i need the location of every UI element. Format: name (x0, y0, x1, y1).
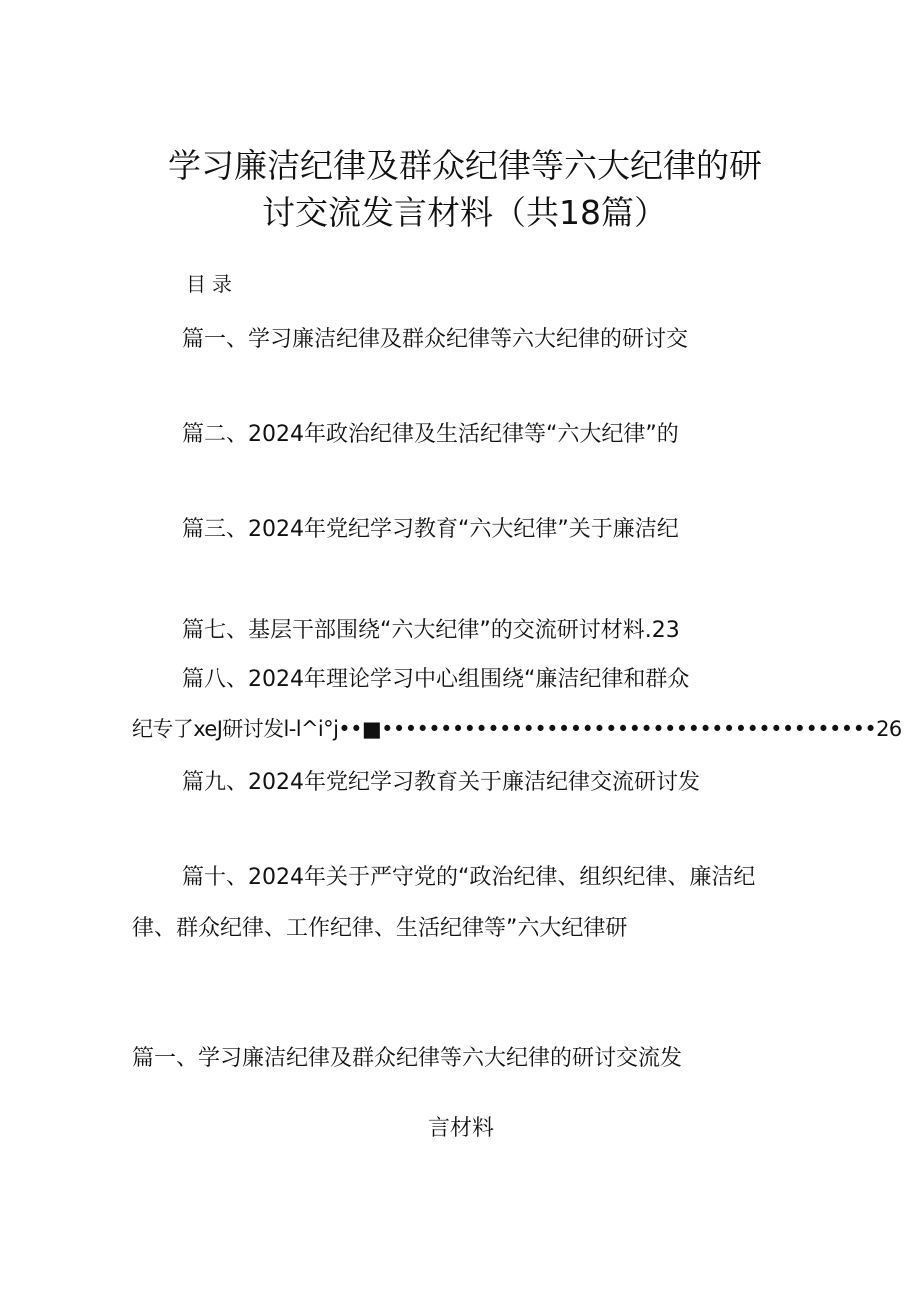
toc-line-2: 篇二、2024年政治纪律及生活纪律等“六大纪律”的 (182, 422, 679, 447)
toc-line-6: 纪专了xeJ研讨发l-l^i°j••■••••••••••••••••••••••••••••••••••••••••••26 (132, 717, 902, 741)
document-title-line-1: 学习廉洁纪律及群众纪律等六大纪律的研 (168, 146, 762, 185)
toc-line-4: 篇七、基层干部围绕“六大纪律”的交流研讨材料.23 (182, 618, 680, 643)
toc-label: 目录 (186, 272, 238, 296)
toc-line-1: 篇一、学习廉洁纪律及群众纪律等六大纪律的研讨交 (182, 327, 689, 352)
toc-line-3: 篇三、2024年党纪学习教育“六大纪律”关于廉洁纪 (182, 517, 679, 542)
toc-line-9: 律、群众纪律、工作纪律、生活纪律等”六大纪律研 (132, 916, 628, 941)
toc-line-7: 篇九、2024年党纪学习教育关于廉洁纪律交流研讨发 (182, 770, 700, 795)
toc-line-8: 篇十、2024年关于严守党的“政治纪律、组织纪律、廉洁纪 (182, 865, 756, 890)
section-heading-line-1: 篇一、学习廉洁纪律及群众纪律等六大纪律的研讨交流发 (132, 1046, 683, 1071)
document-title-line-2: 讨交流发言材料（共18篇） (262, 193, 667, 232)
toc-line-5: 篇八、2024年理论学习中心组围绕“廉洁纪律和群众 (182, 667, 690, 692)
section-heading-line-2: 言材料 (428, 1116, 495, 1141)
